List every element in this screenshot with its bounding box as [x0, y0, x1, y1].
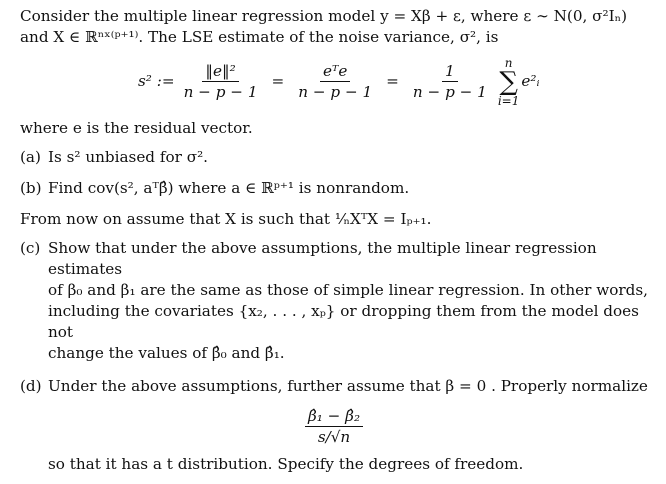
- eq-summation: [498, 57, 520, 107]
- question-b-label: (b): [20, 178, 42, 197]
- question-c-line-3: including the covariates {x₂, . . . , xₚ} or dropping them from the model does not: [48, 301, 639, 341]
- question-c-line-2: of β₀ and β₁ are the same as those of simple linear regression. In other words,: [48, 280, 648, 299]
- assumption-statement: From now on assume that X is such that ¹⁄ₙXᵀX = Iₚ₊₁.: [20, 209, 432, 228]
- eq-fraction-3: [410, 62, 490, 101]
- sum-term: e²ᵢ: [521, 72, 540, 91]
- question-d-text: Under the above assumptions, further assume that β = 0 . Properly normalize: [48, 376, 648, 395]
- normalize-fraction: [305, 407, 363, 446]
- question-d-label: (d): [20, 376, 42, 395]
- eq-fraction-2-numerator: eᵀe: [320, 62, 350, 82]
- question-d-tail: so that it has a t distribution. Specify the degrees of freedom.: [48, 455, 524, 474]
- intro-line-2: and X ∈ ℝⁿˣ⁽ᵖ⁺¹⁾. The LSE estimate of the noise variance, σ², is: [20, 27, 499, 46]
- question-d-body: [48, 376, 650, 475]
- question-a-label: (a): [20, 147, 41, 166]
- normalize-fraction-denominator: s/√n: [317, 427, 351, 446]
- question-b: [20, 178, 650, 199]
- eq-fraction-1-numerator: ‖e‖²: [202, 62, 238, 82]
- question-d: [20, 376, 650, 475]
- question-c-body: [48, 238, 650, 364]
- normalize-fraction-numerator: β̂₁ − β̂₂: [305, 407, 363, 427]
- question-d-fraction: [48, 407, 650, 446]
- sum-upper-limit: n: [504, 55, 513, 70]
- eq-equals-2: =: [386, 72, 399, 91]
- eq-fraction-3-denominator: n − p − 1: [412, 83, 487, 102]
- question-a: [20, 147, 650, 168]
- eq-fraction-1-denominator: n − p − 1: [183, 83, 258, 102]
- eq-lhs: s² :=: [138, 72, 175, 91]
- variance-estimate-equation: [20, 50, 650, 114]
- sum-lower-limit: i=1: [497, 93, 520, 108]
- eq-fraction-2-denominator: n − p − 1: [298, 83, 373, 102]
- eq-fraction-3-numerator: 1: [442, 62, 458, 82]
- sum-symbol: ∑: [499, 66, 518, 97]
- intro-line-1: Consider the multiple linear regression model y = Xβ + ε, where ε ∼ N(0, σ²Iₙ): [20, 7, 628, 25]
- question-c: [20, 238, 650, 364]
- question-c-label: (c): [20, 238, 41, 257]
- eq-equals-1: =: [271, 72, 285, 91]
- residual-note: where e is the residual vector.: [20, 118, 253, 137]
- question-a-text: Is s² unbiased for σ².: [48, 147, 208, 166]
- question-b-text: Find cov(s², aᵀβ̂) where a ∈ ℝᵖ⁺¹ is nonrandom.: [48, 178, 410, 197]
- question-c-line-4: change the values of β̂₀ and β̂₁.: [48, 343, 285, 362]
- question-c-line-1: Show that under the above assumptions, the multiple linear regression estimates: [48, 238, 597, 278]
- problem-page: [20, 6, 650, 475]
- eq-fraction-2: [295, 62, 375, 101]
- eq-fraction-1: [181, 62, 261, 101]
